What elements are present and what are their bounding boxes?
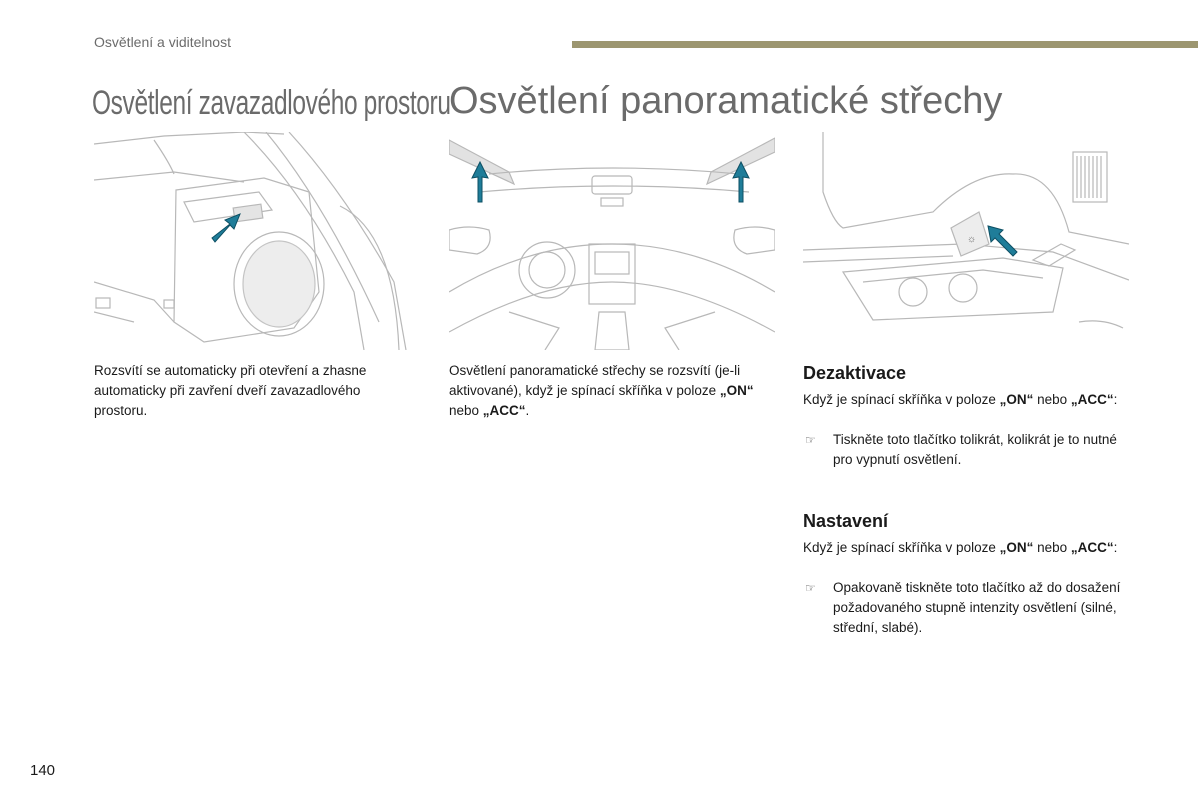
or-word: nebo <box>449 403 483 418</box>
deactivation-intro-text: Když je spínací skříňka v poloze <box>803 392 1000 407</box>
setting-on: „ON“ <box>999 540 1034 555</box>
deactivation-instruction-text: Tiskněte toto tlačítko tolikrát, kolikrát je to nutné pro vypnutí osvětlení. <box>833 432 1117 467</box>
setting-acc: „ACC“ <box>1070 540 1114 555</box>
svg-text:☼: ☼ <box>967 234 977 245</box>
button-arrow-icon <box>803 132 1129 350</box>
deactivation-heading: Dezaktivace <box>803 363 907 383</box>
panoramic-roof-lighting-title: Osvětlení panoramatické střechy <box>449 80 1003 122</box>
setting-instruction-text: Opakovaně tiskněte toto tlačítko až do dosažení požadovaného stupně intenzity osvětlení (silné, střední, slabé). <box>833 580 1121 635</box>
running-header: Osvětlení a viditelnost <box>94 34 231 50</box>
deactivation-acc: „ACC“ <box>1070 392 1114 407</box>
trunk-lighting-text: Rozsvítí se automaticky při otevření a zhasne automaticky při zavření dveří zavazadlového prostoru. <box>94 363 367 418</box>
deactivation-instruction <box>803 430 1123 470</box>
on-position: „ON“ <box>719 383 754 398</box>
acc-position: „ACC“ <box>482 403 526 418</box>
pointing-hand-icon: ☞ <box>805 433 816 447</box>
trunk-lamp-illustration <box>94 132 420 350</box>
deactivation-or: nebo <box>1033 392 1071 407</box>
page-number: 140 <box>30 762 56 779</box>
roof-lighting-button-illustration <box>803 132 1129 350</box>
header-accent-bar <box>572 41 1198 48</box>
deactivation-on: „ON“ <box>999 392 1034 407</box>
trunk-arrow-icon <box>94 132 420 350</box>
deactivation-intro <box>803 390 1123 410</box>
deactivation-colon: : <box>1113 392 1118 407</box>
setting-intro-text: Když je spínací skříňka v poloze <box>803 540 1000 555</box>
trunk-lighting-title: Osvětlení zavazadlového prostoru <box>92 84 451 122</box>
setting-or: nebo <box>1033 540 1071 555</box>
setting-intro <box>803 538 1123 558</box>
panoramic-roof-text-body: Osvětlení panoramatické střechy se rozsvítí (je-li aktivované), když je spínací skříňka v poloze <box>449 363 741 398</box>
setting-instruction <box>803 578 1123 638</box>
setting-heading: Nastavení <box>803 511 889 531</box>
panoramic-roof-text <box>449 361 759 421</box>
panoramic-roof-illustration <box>449 132 775 350</box>
roof-lamp-arrows-icon <box>449 132 775 350</box>
pointing-hand-icon: ☞ <box>805 581 816 595</box>
setting-colon: : <box>1113 540 1118 555</box>
sentence-end: . <box>525 403 530 418</box>
